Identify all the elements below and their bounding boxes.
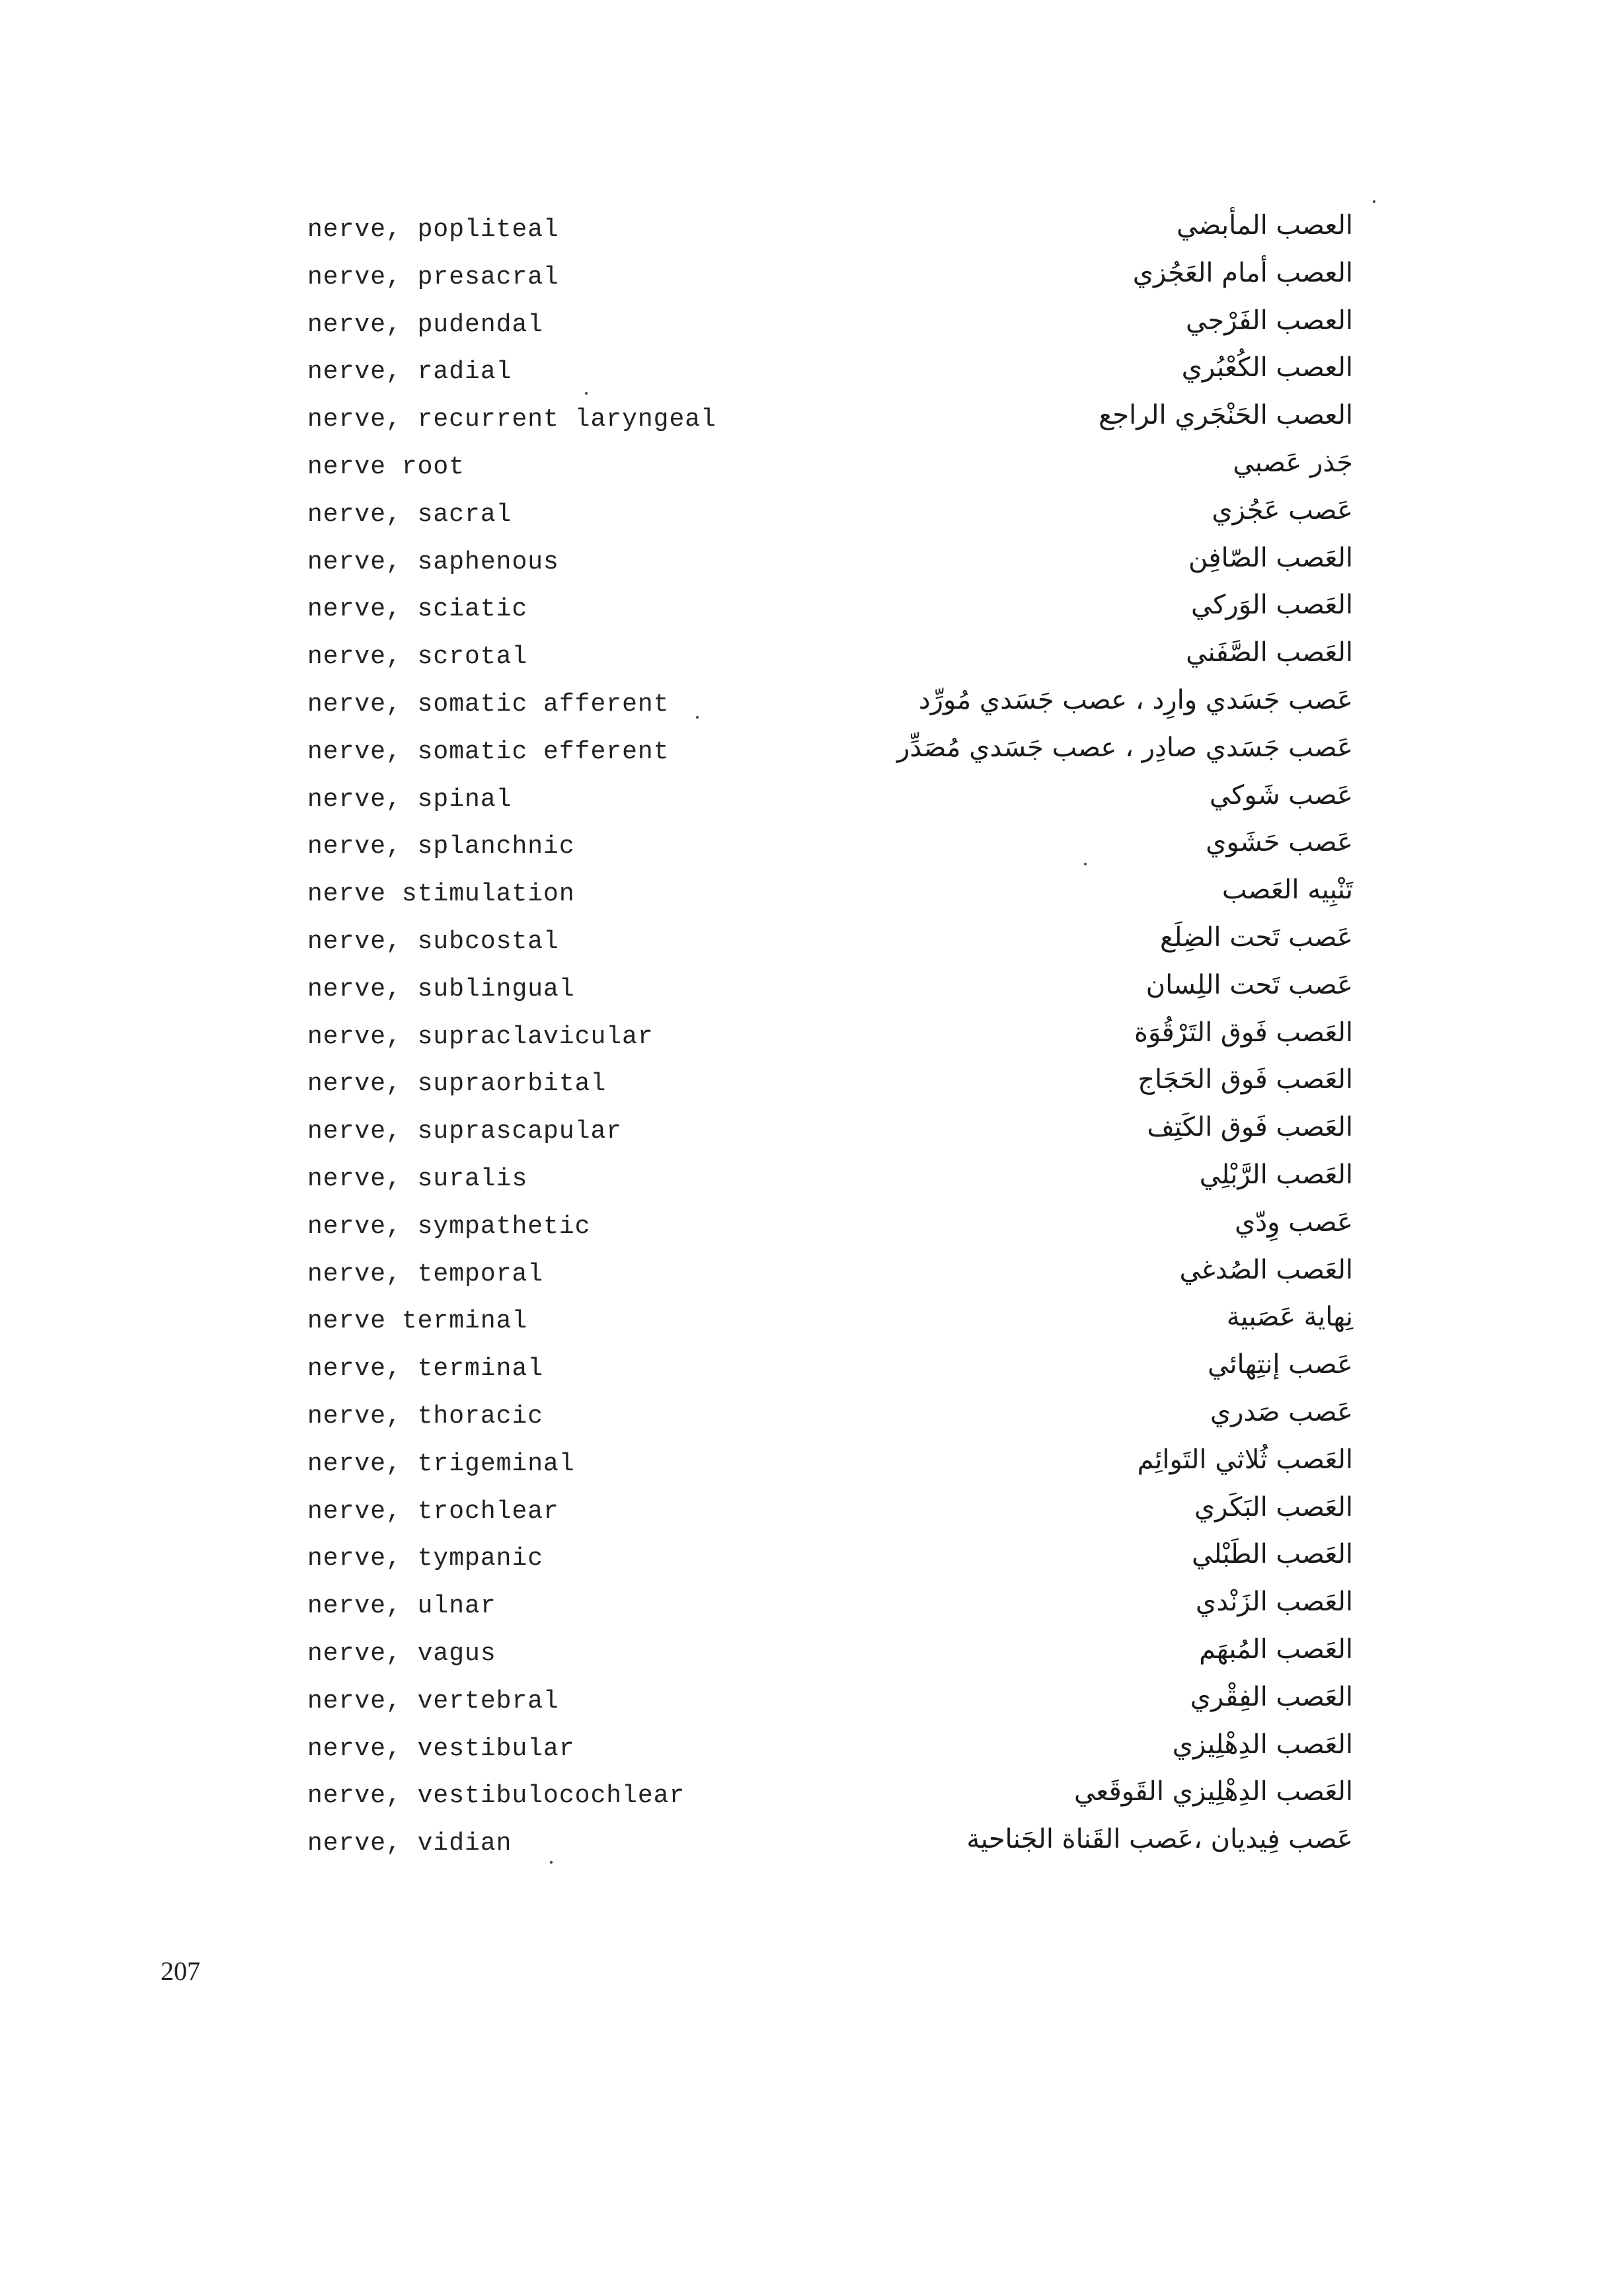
english-term: nerve, trigeminal — [307, 1449, 575, 1478]
arabic-term: العصب الحَنْجَري الراجع — [1099, 400, 1353, 431]
glossary-entry — [0, 258, 1624, 305]
glossary-entry — [0, 970, 1624, 1017]
scan-speck — [1084, 863, 1087, 865]
english-term: nerve, presacral — [307, 262, 559, 292]
arabic-term: العَصب الرَّبْلِي — [1199, 1159, 1353, 1190]
english-term: nerve, splanchnic — [307, 832, 575, 861]
glossary-entry — [0, 1255, 1624, 1302]
arabic-term: عَصب تَحت اللِسان — [1145, 969, 1353, 1000]
arabic-term: عَصب إنتِهائي — [1208, 1349, 1353, 1380]
glossary-entry — [0, 875, 1624, 922]
arabic-term: العَصب الوَركي — [1191, 590, 1353, 621]
arabic-term: عَصب فِيديان ،عَصب القَناة الجَناحية — [966, 1824, 1353, 1855]
english-term: nerve, suralis — [307, 1164, 528, 1193]
english-term: nerve, ulnar — [307, 1592, 496, 1621]
arabic-term: العَصب الدِهْلِيزي القَوقَعي — [1073, 1776, 1353, 1807]
english-term: nerve, sacral — [307, 500, 512, 529]
arabic-term: العَصب الصَّفَني — [1186, 637, 1353, 668]
english-term: nerve, saphenous — [307, 547, 559, 576]
glossary-entry — [0, 637, 1624, 685]
glossary-entry — [0, 1634, 1624, 1682]
arabic-term: العَصب فَوق الحَجَاج — [1138, 1064, 1353, 1095]
glossary-entry — [0, 590, 1624, 637]
english-term: nerve, pudendal — [307, 310, 544, 339]
arabic-term: تَنْبِيه العَصب — [1221, 875, 1353, 906]
glossary-entry — [0, 1492, 1624, 1540]
glossary-entry — [0, 1397, 1624, 1445]
english-term: nerve, subcostal — [307, 927, 559, 956]
english-term: nerve, sciatic — [307, 595, 528, 624]
arabic-term: عَصب حَشَوي — [1206, 827, 1353, 858]
glossary-entry — [0, 1064, 1624, 1112]
glossary-entry — [0, 732, 1624, 780]
english-term: nerve, tympanic — [307, 1544, 544, 1573]
scan-speck — [585, 392, 588, 395]
english-term: nerve, vagus — [307, 1639, 496, 1668]
english-term: nerve, somatic afferent — [307, 690, 670, 719]
glossary-entry — [0, 448, 1624, 495]
arabic-term: عَصب شَوكي — [1209, 779, 1353, 811]
glossary-entry — [0, 1112, 1624, 1160]
glossary-entry — [0, 543, 1624, 590]
arabic-term: العَصب الزَنْدي — [1195, 1587, 1353, 1618]
english-term: nerve, trochlear — [307, 1497, 559, 1526]
english-term: nerve terminal — [307, 1307, 528, 1336]
english-term: nerve, temporal — [307, 1259, 544, 1288]
arabic-term: العَصب فَوق الكَتِف — [1147, 1112, 1353, 1143]
glossary-entry — [0, 1824, 1624, 1872]
scan-speck — [696, 716, 699, 719]
glossary-entry — [0, 1776, 1624, 1824]
glossary-entry — [0, 685, 1624, 732]
glossary-entry — [0, 1349, 1624, 1397]
glossary-entry — [0, 1017, 1624, 1065]
scan-speck — [1373, 200, 1375, 203]
glossary-entry — [0, 1587, 1624, 1634]
english-term: nerve, supraorbital — [307, 1070, 607, 1099]
english-term: nerve, vertebral — [307, 1686, 559, 1716]
glossary-entry — [0, 1539, 1624, 1587]
glossary-entry — [0, 352, 1624, 400]
arabic-term: العَصب فَوق التَرْقُوَة — [1134, 1017, 1353, 1048]
arabic-term: العَصب الطَبْلي — [1191, 1539, 1353, 1570]
arabic-term: العَصب الصّافِن — [1188, 542, 1353, 573]
glossary-entry — [0, 400, 1624, 448]
arabic-term: عَصب عَجُزي — [1212, 495, 1353, 526]
arabic-term: عَصب وِدّي — [1235, 1207, 1353, 1238]
glossary-entry — [0, 922, 1624, 970]
english-term: nerve, radial — [307, 358, 512, 387]
glossary-entry — [0, 1207, 1624, 1255]
glossary-entry — [0, 305, 1624, 353]
arabic-term: العَصب المُبهَم — [1199, 1634, 1353, 1665]
scan-speck — [550, 1861, 553, 1864]
arabic-term: العصب الكُعْبُري — [1181, 352, 1353, 383]
arabic-term: عَصب صَدري — [1210, 1396, 1353, 1427]
english-term: nerve, recurrent laryngeal — [307, 405, 716, 434]
arabic-term: العصب المأبضي — [1176, 210, 1353, 241]
english-term: nerve stimulation — [307, 880, 575, 909]
english-term: nerve, thoracic — [307, 1402, 544, 1431]
english-term: nerve, sympathetic — [307, 1212, 591, 1241]
glossary-list — [0, 210, 1624, 1872]
glossary-entry — [0, 780, 1624, 828]
arabic-term: العَصب الفِقْري — [1190, 1681, 1353, 1712]
english-term: nerve, suprascapular — [307, 1117, 623, 1146]
glossary-entry — [0, 1302, 1624, 1349]
arabic-term: العَصب ثُلاثي التَوائِم — [1137, 1444, 1353, 1475]
glossary-entry — [0, 827, 1624, 875]
english-term: nerve, somatic efferent — [307, 737, 670, 766]
arabic-term: جَذر عَصبي — [1233, 447, 1353, 478]
english-term: nerve, supraclavicular — [307, 1022, 654, 1051]
english-term: nerve, sublingual — [307, 974, 575, 1004]
arabic-term: عَصب جَسَدي صادِر ، عصب جَسَدي مُصَدِّر — [897, 732, 1353, 763]
glossary-entry — [0, 1445, 1624, 1492]
english-term: nerve, popliteal — [307, 216, 559, 244]
english-term: nerve, vidian — [307, 1829, 512, 1858]
arabic-term: العَصب الصُدغي — [1179, 1254, 1353, 1285]
arabic-term: عَصب جَسَدي وارِد ، عصب جَسَدي مُورِّد — [918, 684, 1353, 715]
arabic-term: عَصب تَحت الضِلَع — [1159, 922, 1353, 953]
english-term: nerve, scrotal — [307, 643, 528, 672]
english-term: nerve, vestibular — [307, 1734, 575, 1763]
glossary-entry — [0, 495, 1624, 543]
arabic-term: نِهاية عَصَبية — [1226, 1302, 1353, 1333]
arabic-term: العصب أمام العَجُزي — [1132, 257, 1353, 288]
arabic-term: العَصب الدِهْلِيزي — [1172, 1729, 1353, 1760]
english-term: nerve, terminal — [307, 1355, 544, 1384]
english-term: nerve, spinal — [307, 785, 512, 814]
glossary-entry — [0, 1729, 1624, 1777]
arabic-term: العصب الفَرْجي — [1186, 305, 1353, 336]
glossary-entry — [0, 210, 1624, 258]
glossary-entry — [0, 1160, 1624, 1207]
english-term: nerve, vestibulocochlear — [307, 1782, 685, 1811]
english-term: nerve root — [307, 452, 465, 481]
page-number: 207 — [161, 1956, 200, 1986]
glossary-entry — [0, 1682, 1624, 1729]
arabic-term: العَصب البَكَري — [1194, 1491, 1353, 1523]
